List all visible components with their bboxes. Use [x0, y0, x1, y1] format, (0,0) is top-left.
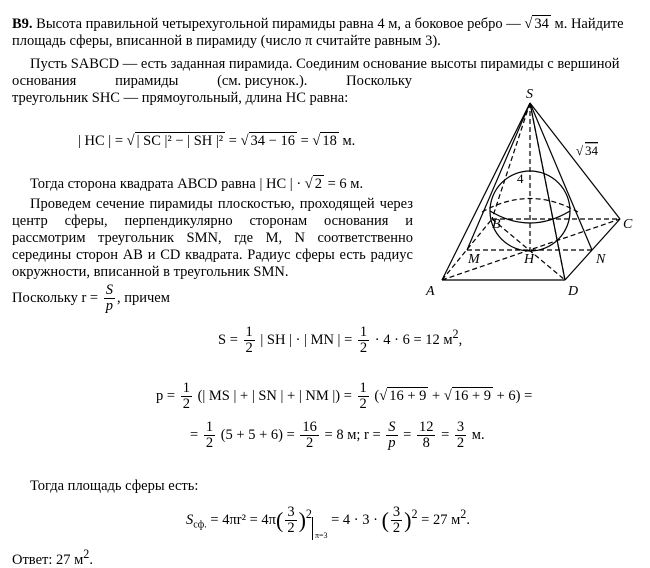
area-d: = 27 м	[417, 511, 461, 528]
eqp-r2: 16 + 9	[453, 387, 491, 404]
radius-formula	[12, 283, 170, 314]
area-frac-d: 2	[287, 520, 295, 536]
answer	[12, 546, 93, 568]
problem-number: В9.	[12, 16, 33, 32]
eqp-half-n: 1	[182, 380, 190, 396]
since-text: Поскольку r =	[12, 289, 102, 306]
edge-sc	[530, 103, 620, 219]
eqs-c: · 4 · 6 = 12 м	[371, 331, 453, 348]
since-num: S	[105, 282, 113, 298]
l4-part-d: Поскольку	[346, 73, 412, 89]
problem-line-2: площадь сферы, вписанной в пирамиду (число π считайте равным 3).	[12, 33, 441, 49]
side-length-line: Тогда сторона квадрата ABCD равна | HC | · √ 2 = 6 м.	[30, 176, 364, 192]
label-s: S	[526, 87, 533, 102]
label-b: B	[492, 217, 501, 232]
answer-sup: 2	[83, 547, 90, 561]
label-n: N	[596, 252, 606, 267]
problem-text-2: м. Найдите	[550, 16, 624, 32]
solution-line-5: треугольник SHC — прямоугольный, длина HC равна:	[12, 90, 349, 106]
eqp2-a: =	[190, 426, 202, 443]
area-sub2: π=3	[312, 517, 328, 540]
side-b: = 6 м.	[324, 176, 364, 192]
eqs-half-n: 1	[245, 324, 253, 340]
answer-text: Ответ: 27 м	[12, 551, 84, 568]
equation-sphere-area: $S_{сф.} = 4\pi r^2 = 4\pi$( $\frac{3}{2}$ )$^2_{\pi=3}$ = 4 · 3 · ( $\frac{3}{2}$ )$^2$ = 27 $м^2$.	[186, 504, 470, 540]
eqp-half-n2: 1	[359, 380, 367, 396]
eqs-sup: 2	[452, 327, 459, 341]
para-line-2: центр сферы, перпендикулярно сторонам основания и	[12, 213, 413, 229]
para-line-5: окружности, вписанной в треугольник SMN.	[12, 264, 289, 280]
label-a: A	[426, 284, 435, 299]
eqp2-c: = 8 м; r =	[320, 426, 385, 443]
eqp2-half-d: 2	[205, 435, 214, 451]
l4-part-c: (см. рисунок.).	[217, 73, 308, 89]
since-tail: , причем	[116, 289, 170, 306]
edge-sa	[442, 103, 530, 280]
eqp-c: (	[370, 387, 380, 404]
solution-line-4	[12, 73, 412, 90]
eq-hc-unit: м.	[338, 133, 356, 149]
eqp2-e: =	[437, 426, 453, 443]
eqs-half-d2: 2	[359, 340, 368, 356]
eqp2-p: p	[388, 435, 396, 451]
equation-area	[218, 325, 462, 356]
eqs-half-d: 2	[245, 340, 253, 356]
label-height-4: 4	[517, 171, 524, 186]
para-line-3: рассмотрим треугольник SMN, где M, N соответственно	[12, 230, 413, 246]
equation-p2	[190, 420, 485, 451]
eqp-b: (| MS | + | SN | + | NM |) =	[193, 387, 356, 404]
eqp-plus: +	[428, 387, 444, 404]
l4-part-b: пирамиды	[115, 73, 179, 89]
equation-hc: | HC | = √ | SC |² − | SH |² = √ 34 − 16 = √ 18 м.	[78, 133, 356, 149]
edge-sn	[530, 103, 592, 250]
side-sqrt: 2	[314, 176, 322, 192]
eqs-half-n2: 1	[359, 324, 368, 340]
problem-sqrt: 34	[534, 16, 549, 32]
eqp2-half-n: 1	[205, 419, 214, 435]
solution-line-3: Пусть SABCD — есть заданная пирамида. Соединим основание высоты пирамиды с вершиной	[30, 56, 620, 72]
problem-line-1: В9. Высота правильной четырехугольной пирамиды равна 4 м, а боковое ребро — √ 34 м. Найдите	[12, 16, 624, 32]
l4-part-a: основания	[12, 73, 77, 89]
eqp2-n2: 12	[418, 419, 434, 435]
area-sup: 2	[460, 507, 467, 521]
eqp-half-d2: 2	[359, 396, 367, 412]
area-end: .	[466, 511, 470, 528]
label-c: C	[623, 217, 633, 232]
eqp-a: p =	[156, 387, 179, 404]
eqp2-b: (5 + 5 + 6) =	[217, 426, 299, 443]
eqs-end: ,	[458, 331, 463, 348]
area-c: = 4 · 3 ·	[327, 511, 382, 528]
eq-hc-r2: 34 − 16	[250, 133, 295, 149]
area-b: = 4πr² = 4π	[206, 511, 276, 528]
label-edge-sqrt: √	[576, 143, 584, 158]
eqp2-s: S	[388, 419, 396, 435]
area-frac2-n: 3	[392, 504, 401, 520]
para-line-4: середины сторон AB и CD квадрата. Радиус сферы есть радиус	[12, 247, 413, 263]
eq-hc-r4: 18	[322, 133, 337, 149]
eqp-half-d: 2	[182, 396, 190, 412]
eqs-a: S =	[218, 331, 242, 348]
label-m: M	[468, 252, 480, 267]
label-d: D	[568, 284, 579, 299]
answer-end: .	[89, 551, 93, 568]
eqp2-d3: 2	[456, 435, 465, 451]
pyramid-figure	[420, 85, 645, 300]
label-edge-val: 34	[585, 143, 598, 158]
eqp2-d: 2	[306, 435, 314, 451]
eq-hc-left: | HC | =	[78, 133, 127, 149]
eq-hc-r3: =	[296, 133, 313, 149]
area-intro: Тогда площадь сферы есть:	[30, 478, 199, 494]
area-frac2-d: 2	[392, 520, 401, 536]
area-sub: сф.	[193, 519, 207, 531]
eqp2-f: м.	[468, 426, 485, 443]
area-s: S	[186, 511, 194, 528]
eqp-r1: 16 + 9	[389, 387, 427, 404]
eqp2-d-eq: =	[399, 426, 415, 443]
label-h: H	[524, 252, 535, 267]
since-den: p	[105, 298, 113, 314]
equation-p: p = $\frac{1}{2}$ (| MS | + | SN | + | NM |) = $\frac{1}{2}$ (√ 16 + 9 + √ 16 + 9 + 6) =	[156, 380, 533, 412]
eq-hc-mid: ² − | SH |²	[167, 133, 224, 149]
eq-hc-sc: | SC |	[136, 133, 168, 149]
side-a: Тогда сторона квадрата ABCD равна | HC | ·	[30, 176, 305, 192]
eqp2-d2: 8	[422, 435, 430, 451]
problem-text-1: Высота правильной четырехугольной пирамиды равна 4 м, а боковое ребро —	[32, 16, 525, 32]
area-frac-n: 3	[287, 504, 295, 520]
eqp2-n: 16	[302, 419, 317, 435]
eqp2-n3: 3	[456, 419, 465, 435]
eqs-b: | SH | · | MN | =	[256, 331, 356, 348]
eqp-d: + 6) =	[493, 387, 533, 404]
eq-hc-r1: =	[225, 133, 241, 149]
para-line-1: Проведем сечение пирамиды плоскостью, проходящей через	[30, 196, 413, 212]
